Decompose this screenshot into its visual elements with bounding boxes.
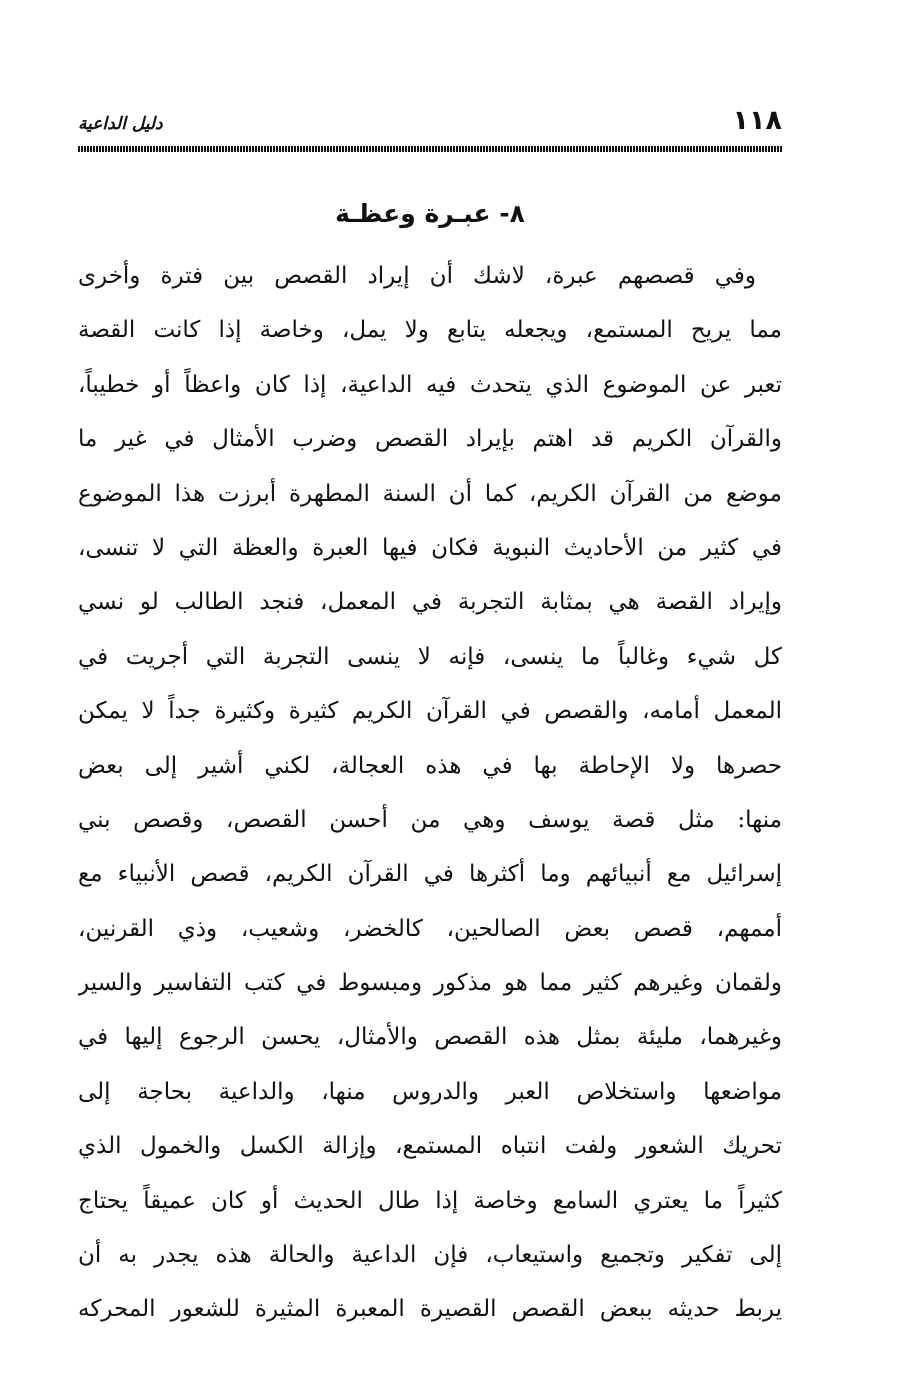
section-title: ٨- عبـرة وعظـة — [335, 199, 525, 228]
text-line: وغيرهما، مليئة بمثل هذه القصص والأمثال، يحسن الرجوع إليها في — [78, 1024, 782, 1051]
header-divider — [78, 146, 782, 152]
page-number: ١١٨ — [732, 105, 782, 136]
body-text — [78, 249, 782, 1337]
text-line: موضع من القرآن الكريم، كما أن السنة المطهرة أبرزت هذا الموضوع — [78, 480, 782, 507]
text-line: تحريك الشعور ولفت انتباه المستمع، وإزالة الكسل والخمول الذي — [78, 1133, 782, 1160]
text-line: وإيراد القصة هي بمثابة التجربة في المعمل، فنجد الطالب لو نسي — [78, 589, 782, 616]
text-line: مما يريح المستمع، ويجعله يتابع ولا يمل، وخاصة إذا كانت القصة — [78, 317, 782, 344]
text-line: تعبر عن الموضوع الذي يتحدث فيه الداعية، إذا كان واعظاً أو خطيباً، — [78, 371, 782, 398]
text-line: والقرآن الكريم قد اهتم بإيراد القصص وضرب الأمثال في غير ما — [78, 426, 782, 453]
text-line: كثيراً ما يعتري السامع وخاصة إذا طال الحديث أو كان عميقاً يحتاج — [78, 1187, 782, 1214]
text-line: أممهم، قصص بعض الصالحين، كالخضر، وشعيب، وذي القرنين، — [78, 915, 782, 942]
text-line: كل شيء وغالباً ما ينسى، فإنه لا ينسى التجربة التي أجريت في — [78, 643, 782, 670]
running-header — [78, 104, 782, 144]
text-line: وفي قصصهم عبرة، لاشك أن إيراد القصص بين فترة وأخرى — [78, 263, 756, 289]
text-line: مواضعها واستخلاص العبر والدروس منها، والداعية بحاجة إلى — [78, 1078, 782, 1105]
book-title: دليل الداعية — [78, 114, 163, 134]
text-line: إلى تفكير وتجميع واستيعاب، فإن الداعية والحالة هذه يجدر به أن — [78, 1242, 782, 1269]
text-line: المعمل أمامه، والقصص في القرآن الكريم كثيرة وكثيرة جداً لا يمكن — [78, 698, 782, 725]
text-line: منها: مثل قصة يوسف وهي من أحسن القصص، وقصص بني — [78, 806, 782, 833]
text-line: حصرها ولا الإحاطة بها في هذه العجالة، لكني أشير إلى بعض — [78, 752, 782, 779]
text-line: في كثير من الأحاديث النبوية فكان فيها العبرة والعظة التي لا تنسى، — [78, 534, 782, 561]
text-line: يربط حديثه ببعض القصص القصيرة المعبرة المثيرة للشعور المحركه — [78, 1296, 782, 1323]
text-line: ولقمان وغيرهم كثير مما هو مذكور ومبسوط في كتب التفاسير والسير — [78, 970, 782, 997]
text-line: إسرائيل مع أنبيائهم وما أكثرها في القرآن الكريم، قصص الأنبياء مع — [78, 861, 782, 888]
